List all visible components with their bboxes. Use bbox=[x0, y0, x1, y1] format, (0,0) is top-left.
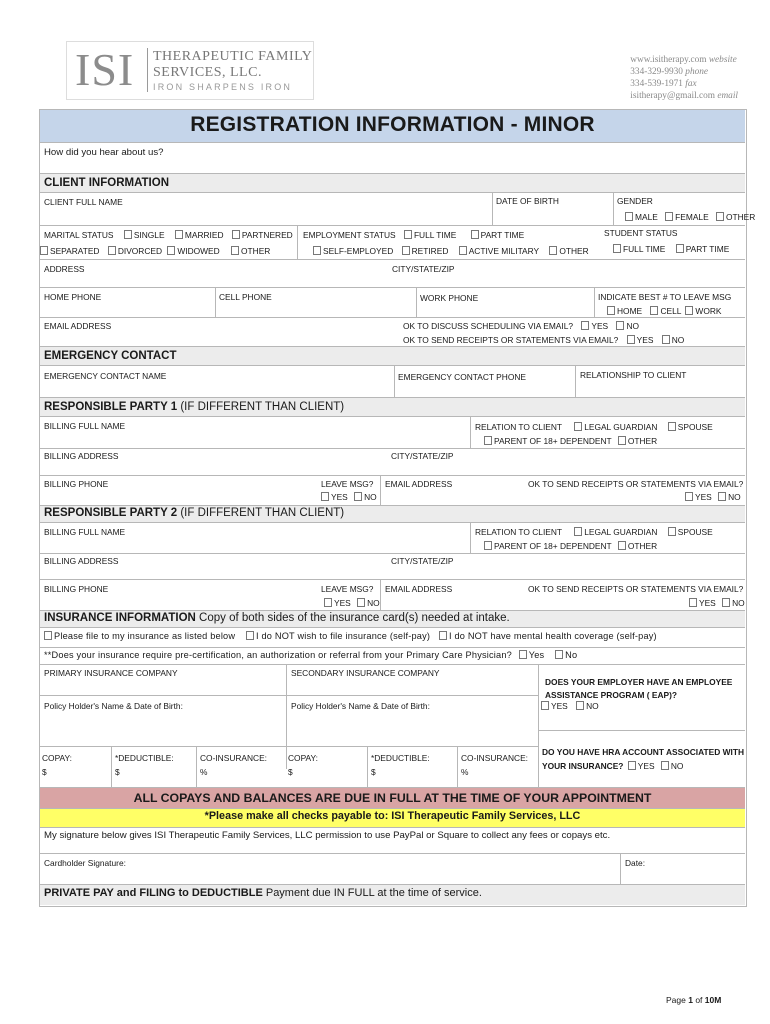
rp1-city-state-zip-field[interactable]: CITY/STATE/ZIP bbox=[391, 451, 454, 461]
rp1-leave-msg-options: YES NO bbox=[321, 492, 377, 502]
rp1-billing-phone-field[interactable]: BILLING PHONE bbox=[44, 479, 109, 489]
dob-field[interactable]: DATE OF BIRTH bbox=[496, 196, 559, 206]
logo-line2: SERVICES, LLC. bbox=[153, 65, 262, 80]
student-status-label: STUDENT STATUS bbox=[604, 228, 678, 238]
rp2-spouse-checkbox[interactable] bbox=[668, 527, 676, 536]
scheduling-no-checkbox[interactable] bbox=[616, 321, 624, 330]
best-number-label: INDICATE BEST # TO LEAVE MSG bbox=[598, 292, 732, 302]
page-number: Page 1 of 10M bbox=[666, 995, 722, 1005]
work-phone-field[interactable]: WORK PHONE bbox=[420, 293, 479, 303]
contact-email: isitherapy@gmail.com email bbox=[630, 91, 738, 101]
secondary-copay-field[interactable]: COPAY: $ bbox=[288, 753, 318, 777]
insurance-options-row: Please file to my insurance as listed below I do NOT wish to file insurance (self-pay) I do NOT have mental health coverage (self-pay) bbox=[44, 631, 657, 641]
eap-options: YES NO bbox=[541, 701, 599, 711]
student-full-checkbox[interactable] bbox=[613, 244, 621, 253]
logo-tagline: IRON SHARPENS IRON bbox=[153, 82, 293, 92]
rp1-receipts-no-checkbox[interactable] bbox=[718, 492, 726, 501]
emergency-relationship-field[interactable]: RELATIONSHIP TO CLIENT bbox=[580, 370, 687, 380]
logo-line1: THERAPEUTIC FAMILY bbox=[153, 49, 313, 64]
rp2-msg-no-checkbox[interactable] bbox=[357, 598, 365, 607]
rp1-receipts-options: YES NO bbox=[685, 492, 741, 502]
logo-letters: ISI bbox=[75, 44, 135, 95]
rp2-leave-msg-label: LEAVE MSG? bbox=[321, 584, 374, 594]
marital-other-checkbox[interactable] bbox=[231, 246, 239, 255]
rp2-other-checkbox[interactable] bbox=[618, 541, 626, 550]
no-coverage-checkbox[interactable] bbox=[439, 631, 447, 640]
rp2-section-heading: RESPONSIBLE PARTY 2 (IF DIFFERENT THAN CLIENT) bbox=[44, 507, 345, 519]
client-full-name-field[interactable]: CLIENT FULL NAME bbox=[44, 197, 123, 207]
rp1-parent-checkbox[interactable] bbox=[484, 436, 492, 445]
full-time-checkbox[interactable] bbox=[404, 230, 412, 239]
contact-block bbox=[630, 54, 738, 102]
divorced-checkbox[interactable] bbox=[108, 246, 116, 255]
rp2-billing-address-field[interactable]: BILLING ADDRESS bbox=[44, 556, 119, 566]
rp1-msg-yes-checkbox[interactable] bbox=[321, 492, 329, 501]
separated-checkbox[interactable] bbox=[40, 246, 48, 255]
city-state-zip-field[interactable]: CITY/STATE/ZIP bbox=[392, 264, 455, 274]
rp2-ok-receipts-label: OK TO SEND RECEIPTS OR STATEMENTS VIA EMAIL? bbox=[528, 584, 744, 594]
address-field[interactable]: ADDRESS bbox=[44, 264, 85, 274]
widowed-checkbox[interactable] bbox=[167, 246, 175, 255]
receipts-yes-checkbox[interactable] bbox=[627, 335, 635, 344]
active-military-checkbox[interactable] bbox=[459, 246, 467, 255]
employment-other-checkbox[interactable] bbox=[549, 246, 557, 255]
secondary-insurance-field[interactable]: SECONDARY INSURANCE COMPANY bbox=[291, 668, 440, 678]
rp2-billing-name-field[interactable]: BILLING FULL NAME bbox=[44, 527, 126, 537]
emergency-phone-field[interactable]: EMERGENCY CONTACT PHONE bbox=[398, 372, 526, 382]
contact-fax: 334-539-1971 fax bbox=[630, 79, 697, 89]
rp2-receipts-no-checkbox[interactable] bbox=[722, 598, 730, 607]
best-cell-checkbox[interactable] bbox=[650, 306, 658, 315]
employment-row2: SELF-EMPLOYED RETIRED ACTIVE MILITARY OTHER bbox=[313, 246, 589, 256]
primary-policy-holder-field[interactable]: Policy Holder's Name & Date of Birth: bbox=[44, 701, 183, 711]
emergency-name-field[interactable]: EMERGENCY CONTACT NAME bbox=[44, 371, 167, 381]
secondary-deductible-field[interactable]: *DEDUCTIBLE: $ bbox=[371, 753, 430, 777]
contact-website: www.isitherapy.com website bbox=[630, 55, 737, 65]
rp1-leave-msg-label: LEAVE MSG? bbox=[321, 479, 374, 489]
contact-phone: 334-329-9930 phone bbox=[630, 67, 709, 77]
best-work-checkbox[interactable] bbox=[685, 306, 693, 315]
retired-checkbox[interactable] bbox=[402, 246, 410, 255]
hra-no-checkbox[interactable] bbox=[661, 761, 669, 770]
rp2-billing-phone-field[interactable]: BILLING PHONE bbox=[44, 584, 109, 594]
primary-copay-field[interactable]: COPAY: $ bbox=[42, 753, 72, 777]
secondary-coinsurance-field[interactable]: CO-INSURANCE: % bbox=[461, 753, 529, 777]
hra-question: DO YOU HAVE HRA ACCOUNT ASSOCIATED WITH YOUR INSURANCE? YES NO bbox=[542, 747, 744, 771]
hra-yes-checkbox[interactable] bbox=[628, 761, 636, 770]
rp1-other-checkbox[interactable] bbox=[618, 436, 626, 445]
due-in-full-text: ALL COPAYS AND BALANCES ARE DUE IN FULL AT THE TIME OF YOUR APPOINTMENT bbox=[133, 791, 652, 805]
rp1-spouse-checkbox[interactable] bbox=[668, 422, 676, 431]
rp1-ok-receipts-label: OK TO SEND RECEIPTS OR STATEMENTS VIA EMAIL? bbox=[528, 479, 744, 489]
rp1-section-heading: RESPONSIBLE PARTY 1 (IF DIFFERENT THAN CLIENT) bbox=[44, 401, 345, 413]
rp2-receipts-yes-checkbox[interactable] bbox=[689, 598, 697, 607]
best-number-options: HOME CELL WORK bbox=[607, 306, 721, 316]
rp2-relation-row2: PARENT OF 18+ DEPENDENT OTHER bbox=[484, 541, 657, 551]
rp2-relation-row1: RELATION TO CLIENT LEGAL GUARDIAN SPOUSE bbox=[475, 527, 713, 537]
insurance-section-heading: INSURANCE INFORMATION Copy of both sides of the insurance card(s) needed at intake. bbox=[44, 612, 510, 624]
rp1-billing-name-field[interactable]: BILLING FULL NAME bbox=[44, 421, 126, 431]
form-title: REGISTRATION INFORMATION - MINOR bbox=[190, 113, 595, 136]
company-logo bbox=[66, 41, 314, 100]
permission-text: My signature below gives ISI Therapeutic Family Services, LLC permission to use PayPal or Square to collect any fees or copays etc. bbox=[44, 830, 611, 841]
rp1-relation-row1: RELATION TO CLIENT LEGAL GUARDIAN SPOUSE bbox=[475, 422, 713, 432]
primary-deductible-field[interactable]: *DEDUCTIBLE: $ bbox=[115, 753, 174, 777]
cell-phone-field[interactable]: CELL PHONE bbox=[219, 292, 272, 302]
rp1-relation-row2: PARENT OF 18+ DEPENDENT OTHER bbox=[484, 436, 657, 446]
rp2-leave-msg-options: YES NO bbox=[324, 598, 380, 608]
rp1-email-field[interactable]: EMAIL ADDRESS bbox=[385, 479, 453, 489]
employment-row1: EMPLOYMENT STATUS FULL TIME PART TIME bbox=[303, 230, 525, 240]
client-section-heading: CLIENT INFORMATION bbox=[44, 177, 169, 189]
email-address-field[interactable]: EMAIL ADDRESS bbox=[44, 321, 112, 331]
precert-row: **Does your insurance require pre-certification, an authorization or referral from your Primary Care Physician? Yes No bbox=[44, 650, 578, 660]
primary-insurance-field[interactable]: PRIMARY INSURANCE COMPANY bbox=[44, 668, 178, 678]
rp2-receipts-options: YES NO bbox=[689, 598, 745, 608]
rp1-receipts-yes-checkbox[interactable] bbox=[685, 492, 693, 501]
rp1-legal-guardian-checkbox[interactable] bbox=[574, 422, 582, 431]
rp2-msg-yes-checkbox[interactable] bbox=[324, 598, 332, 607]
hear-about-field[interactable]: How did you hear about us? bbox=[44, 147, 164, 158]
home-phone-field[interactable]: HOME PHONE bbox=[44, 292, 102, 302]
rp2-legal-guardian-checkbox[interactable] bbox=[574, 527, 582, 536]
student-part-checkbox[interactable] bbox=[676, 244, 684, 253]
primary-coinsurance-field[interactable]: CO-INSURANCE: % bbox=[200, 753, 268, 777]
partnered-checkbox[interactable] bbox=[232, 230, 240, 239]
married-checkbox[interactable] bbox=[175, 230, 183, 239]
gender-label: GENDER bbox=[617, 196, 653, 206]
gender-other-checkbox[interactable] bbox=[716, 212, 724, 221]
gender-female-checkbox[interactable] bbox=[665, 212, 673, 221]
receipts-no-checkbox[interactable] bbox=[662, 335, 670, 344]
best-home-checkbox[interactable] bbox=[607, 306, 615, 315]
marital-row2: SEPARATED DIVORCED WIDOWED OTHER bbox=[40, 246, 270, 256]
cardholder-signature-field[interactable]: Cardholder Signature: bbox=[44, 858, 126, 868]
checks-payable-text: *Please make all checks payable to: ISI Therapeutic Family Services, LLC bbox=[204, 810, 581, 822]
rp1-billing-address-field[interactable]: BILLING ADDRESS bbox=[44, 451, 119, 461]
secondary-policy-holder-field[interactable]: Policy Holder's Name & Date of Birth: bbox=[291, 701, 430, 711]
ok-scheduling-row: OK TO DISCUSS SCHEDULING VIA EMAIL? YES NO bbox=[403, 321, 640, 331]
eap-no-checkbox[interactable] bbox=[576, 701, 584, 710]
gender-male-checkbox[interactable] bbox=[625, 212, 633, 221]
gender-options: MALE FEMALE OTHER bbox=[625, 212, 755, 222]
rp2-email-field[interactable]: EMAIL ADDRESS bbox=[385, 584, 453, 594]
self-employed-checkbox[interactable] bbox=[313, 246, 321, 255]
eap-yes-checkbox[interactable] bbox=[541, 701, 549, 710]
rp1-msg-no-checkbox[interactable] bbox=[354, 492, 362, 501]
private-pay-text: PRIVATE PAY and FILING to DEDUCTIBLE Payment due IN FULL at the time of service. bbox=[44, 887, 482, 899]
single-checkbox[interactable] bbox=[124, 230, 132, 239]
rp2-city-state-zip-field[interactable]: CITY/STATE/ZIP bbox=[391, 556, 454, 566]
part-time-checkbox[interactable] bbox=[471, 230, 479, 239]
marital-row1: MARITAL STATUS SINGLE MARRIED PARTNERED bbox=[44, 230, 293, 240]
rp2-parent-checkbox[interactable] bbox=[484, 541, 492, 550]
scheduling-yes-checkbox[interactable] bbox=[581, 321, 589, 330]
precert-no-checkbox[interactable] bbox=[555, 650, 563, 659]
emergency-section-heading: EMERGENCY CONTACT bbox=[44, 350, 177, 362]
student-options: FULL TIME PART TIME bbox=[613, 244, 729, 254]
precert-yes-checkbox[interactable] bbox=[519, 650, 527, 659]
signature-date-field[interactable]: Date: bbox=[625, 858, 646, 868]
ok-receipts-row: OK TO SEND RECEIPTS OR STATEMENTS VIA EMAIL? YES NO bbox=[403, 335, 685, 345]
file-insurance-checkbox[interactable] bbox=[44, 631, 52, 640]
self-pay-checkbox[interactable] bbox=[246, 631, 254, 640]
eap-question: DOES YOUR EMPLOYER HAVE AN EMPLOYEE ASSISTANCE PROGRAM ( EAP)? bbox=[545, 677, 733, 700]
